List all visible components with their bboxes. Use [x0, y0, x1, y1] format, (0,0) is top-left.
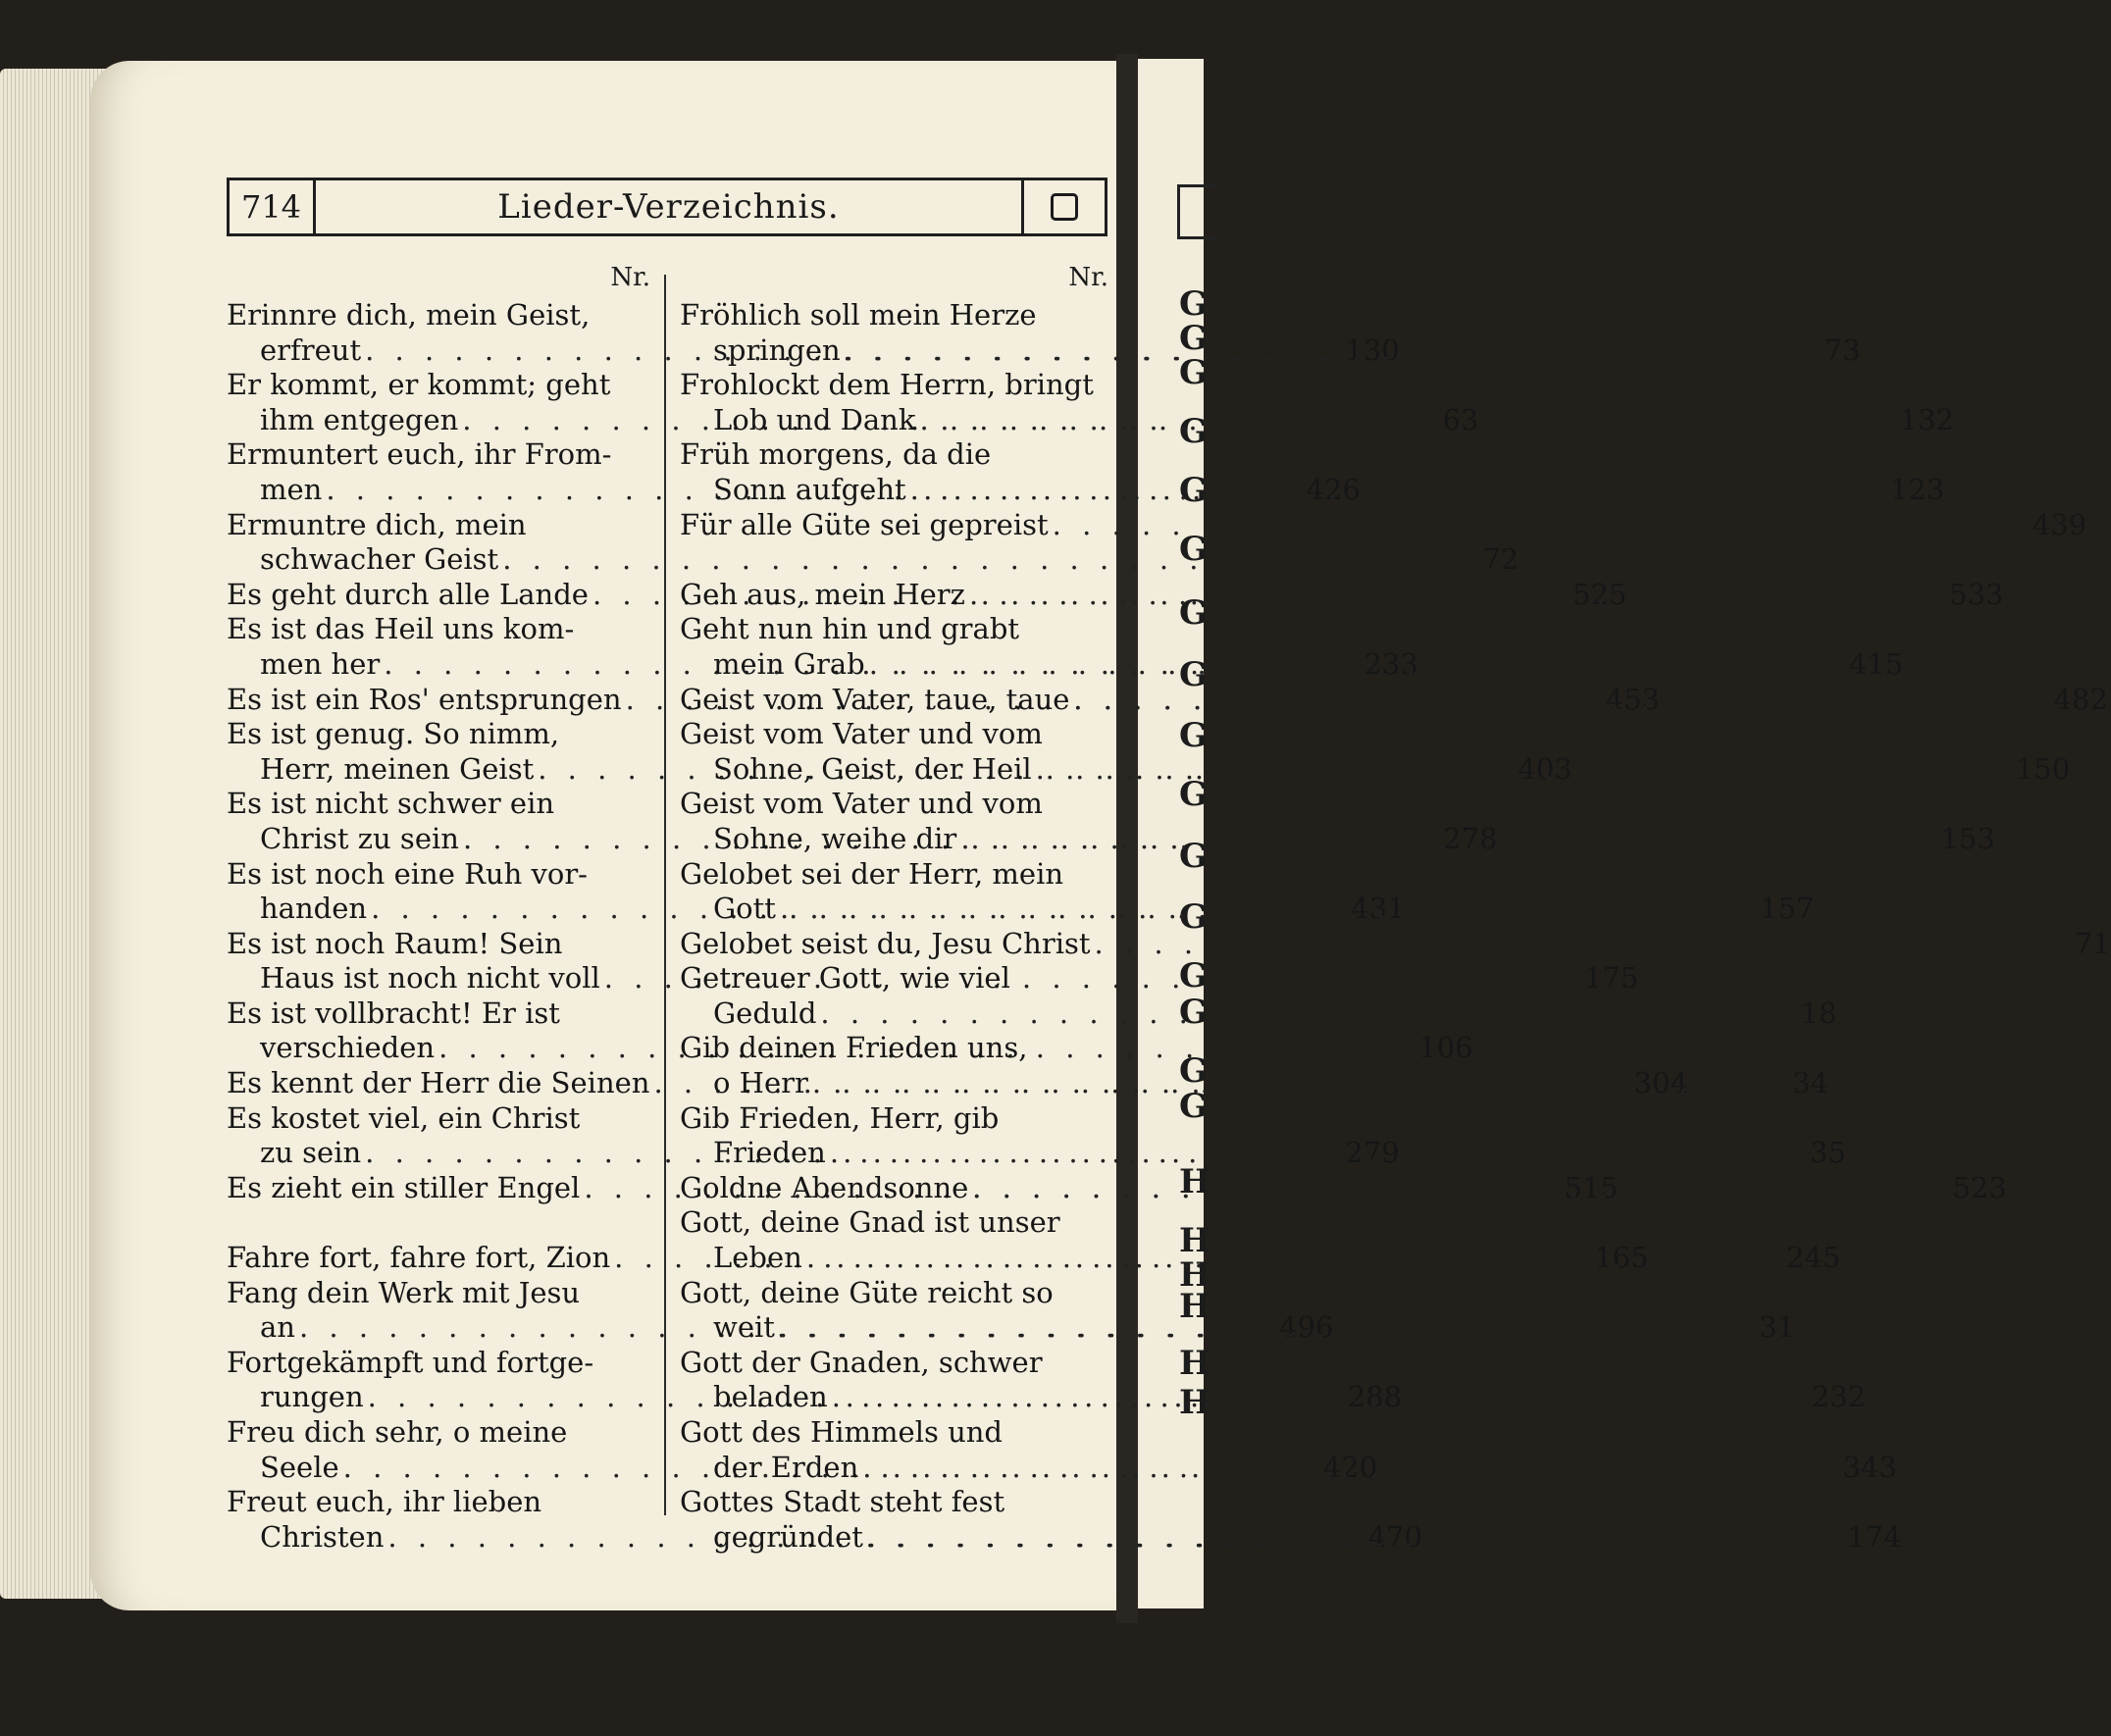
hymn-title-continuation: Seele	[260, 1450, 339, 1484]
hymn-number: 496	[1279, 1310, 1334, 1345]
dot-leader	[863, 1520, 1841, 1556]
hymn-title: Gib deinen Frieden uns,	[680, 1031, 1028, 1065]
hymn-number: 525	[1572, 577, 1627, 611]
next-page-letter: G	[1179, 593, 1209, 633]
hymn-title-continuation: Lob und Dank	[713, 402, 916, 436]
hymn-number: 523	[1952, 1170, 2007, 1204]
next-page-letter: G	[1179, 993, 1209, 1032]
letter-group-gap	[227, 1205, 650, 1241]
hymn-title-continuation: Geduld	[713, 996, 817, 1030]
hymn-title-line	[227, 857, 650, 893]
hymn-title: Gott, deine Gnad ist unser	[680, 1205, 1060, 1240]
hymn-title-line	[680, 298, 1108, 333]
hymn-number: 72	[1482, 542, 1519, 577]
next-page-letter: H	[1179, 1383, 1211, 1422]
hymn-title: Es geht durch alle Lande	[227, 577, 589, 611]
dot-leader	[828, 1380, 1806, 1415]
hymn-title: Geh aus, mein Herz	[680, 577, 965, 611]
hymn-title-continuation: Frieden	[713, 1136, 826, 1170]
square-icon	[1051, 193, 1078, 221]
next-page-letter: G	[1179, 319, 1209, 358]
next-page-letter: H	[1179, 1287, 1211, 1326]
hymn-title: Fröhlich soll mein Herze	[680, 298, 1037, 332]
hymn-title: Erinnre dich, mein Geist,	[227, 298, 591, 332]
hymn-title-continuation: mein Grab	[713, 646, 865, 681]
hymn-title-line	[680, 368, 1108, 403]
hymn-number: 426	[1306, 472, 1361, 506]
hymn-title: Fortgekämpft und fortge-	[227, 1345, 594, 1379]
hymn-title-continuation-line	[680, 996, 1837, 1032]
hymn-number: 232	[1811, 1380, 1867, 1414]
hymn-title-line	[227, 1415, 650, 1451]
hymn-number: 63	[1442, 402, 1479, 436]
next-page-letter: G	[1179, 1087, 1209, 1126]
hymn-title-continuation: verschieden	[260, 1031, 436, 1065]
hymn-title-continuation: der Erden	[713, 1450, 859, 1484]
hymn-title-line	[227, 1101, 650, 1137]
dot-leader	[1032, 752, 2010, 788]
hymn-number: 245	[1786, 1241, 1841, 1275]
hymn-title-line	[227, 1485, 650, 1520]
dot-leader	[802, 1241, 1780, 1276]
dot-leader	[965, 578, 1943, 613]
hymn-number: 18	[1800, 996, 1837, 1030]
hymn-title: Es ist ein Ros' entsprungen	[227, 682, 622, 716]
next-page-letter: G	[1179, 284, 1209, 324]
dot-leader	[915, 403, 1893, 438]
dot-leader	[865, 647, 1843, 683]
number-column-heading: Nr.	[610, 263, 650, 292]
hymn-number: 153	[1940, 821, 1995, 855]
column-divider	[664, 275, 666, 1515]
hymn-title: Es kostet viel, ein Christ	[227, 1100, 581, 1135]
hymn-title: Es ist noch eine Ruh vor-	[227, 856, 588, 891]
hymn-title-continuation-line	[227, 542, 1519, 578]
hymn-title: Goldne Abendsonne	[680, 1170, 969, 1204]
hymn-title: Für alle Güte sei gepreist	[680, 507, 1049, 541]
hymn-title: Freut euch, ihr lieben	[227, 1485, 542, 1519]
hymn-title-line	[680, 1031, 1108, 1066]
next-page-letter: G	[1179, 530, 1209, 569]
hymn-title-continuation: zu sein	[260, 1136, 362, 1170]
hymn-title: Gottes Stadt steht fest	[680, 1485, 1005, 1519]
hymn-title: Geht nun hin und grabt	[680, 612, 1020, 646]
hymn-title-line	[227, 612, 650, 647]
hymn-number: 470	[1367, 1519, 1422, 1554]
hymn-number: 415	[1848, 646, 1904, 681]
dot-leader	[775, 1310, 1753, 1346]
hymn-title-continuation: ihm entgegen	[260, 402, 459, 436]
hymn-title-line	[227, 787, 650, 822]
hymn-number: 403	[1518, 751, 1572, 786]
hymn-title: Es ist das Heil uns kom-	[227, 612, 575, 646]
hymn-title: Gott, deine Güte reicht so	[680, 1275, 1054, 1309]
hymn-number: 420	[1322, 1450, 1378, 1484]
hymn-title-line	[680, 1276, 1108, 1311]
hymn-title-continuation: o Herr	[713, 1066, 808, 1100]
hymn-title-continuation: Christ zu sein	[260, 821, 459, 855]
dot-leader	[826, 1136, 1804, 1171]
hymn-number: 453	[1605, 682, 1661, 716]
hymn-title-line	[680, 1415, 1108, 1451]
hymn-title-continuation: rungen	[260, 1380, 364, 1414]
hymn-title: Fahre fort, fahre fort, Zion	[227, 1241, 611, 1275]
next-page-letter: H	[1179, 1221, 1211, 1260]
next-page-letter: H	[1179, 1162, 1211, 1201]
hymn-title: Es zieht ein stiller Engel	[227, 1170, 581, 1204]
hymn-title-continuation: Gott	[713, 892, 776, 926]
hymn-title: Freu dich sehr, o meine	[227, 1415, 568, 1449]
hymn-number: 35	[1810, 1136, 1846, 1170]
dot-leader	[1091, 927, 2069, 962]
hymn-title-continuation: Christen	[260, 1519, 385, 1554]
hymn-title-line	[227, 996, 650, 1032]
hymn-title-line	[227, 1276, 650, 1311]
hymn-title-line	[680, 1205, 1108, 1241]
hymn-number: 343	[1842, 1450, 1897, 1484]
hymn-number: 175	[1583, 961, 1639, 996]
next-page-letter: G	[1179, 775, 1209, 814]
next-page-letter: G	[1179, 716, 1209, 755]
next-page-letter: G	[1179, 1051, 1209, 1091]
hymn-title: Gib Frieden, Herr, gib	[680, 1100, 1000, 1135]
next-page-letter: G	[1179, 353, 1209, 392]
hymn-title-continuation: handen	[260, 892, 368, 926]
hymn-title: Früh morgens, da die	[680, 437, 992, 472]
letter-group-gap	[680, 542, 1108, 578]
hymn-title: Es kennt der Herr die Seinen	[227, 1066, 650, 1100]
next-page-letter: H	[1179, 1255, 1211, 1295]
hymn-title-line	[680, 1346, 1108, 1381]
page-header	[227, 178, 1107, 236]
hymn-title-line	[227, 927, 650, 962]
dot-leader	[1069, 683, 2047, 718]
hymn-title-continuation: erfreut	[260, 332, 362, 367]
hymn-number: 71	[2074, 926, 2111, 960]
dot-leader	[968, 1171, 1946, 1206]
hymn-title: Geist vom Vater und vom	[680, 787, 1043, 821]
hymn-number: 233	[1364, 646, 1418, 681]
hymn-number: 157	[1760, 892, 1815, 926]
hymn-title: Gott des Himmels und	[680, 1415, 1003, 1449]
next-page-letter: G	[1179, 897, 1209, 937]
hymn-title-line	[680, 717, 1108, 752]
hymn-title: Ermuntert euch, ihr From-	[227, 437, 612, 472]
next-page-letter: G	[1179, 655, 1209, 694]
hymn-title-line	[680, 961, 1108, 996]
hymn-title-line	[680, 437, 1108, 473]
hymn-title-continuation: Leben	[713, 1241, 802, 1275]
hymn-title: Es ist genug. So nimm,	[227, 717, 560, 751]
hymn-number: 174	[1847, 1519, 1902, 1554]
hymn-title-continuation: Haus ist noch nicht voll	[260, 961, 600, 996]
hymn-title: Er kommt, er kommt; geht	[227, 368, 611, 402]
hymn-title-continuation: Sohne, weihe dir	[713, 821, 957, 855]
hymn-title-line	[680, 1101, 1108, 1137]
hymn-entry	[680, 507, 2087, 543]
hymn-number: 278	[1443, 821, 1498, 855]
next-page-header-box	[1177, 184, 1219, 239]
hymn-number: 73	[1824, 332, 1861, 367]
hymn-number: 439	[2032, 507, 2087, 541]
hymn-title-continuation: schwacher Geist	[260, 542, 499, 577]
next-page-letter: G	[1179, 837, 1209, 876]
hymn-title-line	[680, 926, 2111, 962]
next-page-letter: H	[1179, 1344, 1211, 1383]
hymn-title-line	[680, 787, 1108, 822]
hymn-title-line	[680, 612, 1108, 647]
hymn-title-continuation: springen	[713, 332, 841, 367]
hymn-number: 515	[1564, 1170, 1619, 1204]
hymn-number: 165	[1594, 1241, 1649, 1275]
hymn-title: Geist vom Vater, taue, taue	[680, 682, 1070, 716]
hymn-title-continuation: an	[260, 1310, 295, 1345]
hymn-title: Geist vom Vater und vom	[680, 717, 1043, 751]
hymn-number: 279	[1345, 1136, 1400, 1170]
dot-leader	[906, 473, 1884, 508]
hymn-title-line	[227, 1346, 650, 1381]
number-column-heading: Nr.	[1068, 263, 1108, 292]
hymn-title-continuation: weit	[713, 1310, 775, 1345]
hymn-title: Ermuntre dich, mein	[227, 507, 527, 541]
dot-leader	[1049, 508, 2027, 543]
hymn-title-line	[227, 508, 650, 543]
hymn-title: Es ist nicht schwer ein	[227, 787, 555, 821]
dot-leader	[956, 822, 1934, 857]
hymn-entry	[680, 926, 2111, 962]
hymn-number: 150	[2015, 751, 2071, 786]
hymn-title: Fang dein Werk mit Jesu	[227, 1275, 581, 1309]
hymn-title: Es ist noch Raum! Sein	[227, 926, 563, 960]
dot-leader	[858, 1451, 1836, 1486]
next-page-letter: G	[1179, 412, 1209, 451]
hymn-title-continuation: gegründet	[713, 1519, 863, 1554]
hymn-title-line	[680, 857, 1108, 893]
header-box-cell	[1021, 180, 1105, 233]
page-title: Lieder-Verzeichnis.	[497, 187, 840, 227]
hymn-title-line	[680, 507, 2087, 543]
hymn-number: 130	[1345, 332, 1400, 367]
next-page-letter: G	[1179, 956, 1209, 996]
hymn-title: Gelobet seist du, Jesu Christ	[680, 926, 1091, 960]
hymn-title-line	[680, 1485, 1108, 1520]
next-page-letter: G	[1179, 471, 1209, 510]
hymn-number: 288	[1347, 1380, 1403, 1414]
hymn-number: 431	[1351, 892, 1406, 926]
hymn-title-line	[227, 368, 650, 403]
hymn-number: 106	[1418, 1031, 1473, 1065]
hymn-title-continuation: Sonn aufgeht	[713, 472, 906, 506]
dot-leader	[808, 1066, 1786, 1101]
hymn-number: 482	[2053, 682, 2108, 716]
hymn-title: Gott der Gnaden, schwer	[680, 1345, 1043, 1379]
hymn-title-continuation: Sohne, Geist, der Heil	[713, 751, 1032, 786]
hymn-title: Frohlockt dem Herrn, bringt	[680, 368, 1094, 402]
hymn-number: 31	[1759, 1310, 1796, 1345]
dot-leader	[816, 996, 1794, 1032]
page-number: 714	[230, 180, 316, 233]
hymn-number: 34	[1792, 1066, 1828, 1100]
hymn-title: Getreuer Gott, wie viel	[680, 961, 1010, 996]
hymn-title-continuation: men	[260, 472, 323, 506]
hymn-title: Es ist vollbracht! Er ist	[227, 996, 560, 1030]
hymn-title-line	[227, 437, 650, 473]
hymn-title-line	[227, 717, 650, 752]
hymn-title-line	[227, 298, 650, 333]
hymn-title-continuation: Herr, meinen Geist	[260, 751, 535, 786]
hymn-title-continuation: beladen	[713, 1380, 828, 1414]
hymn-number: 533	[1949, 577, 2004, 611]
hymn-number: 304	[1633, 1066, 1689, 1100]
dot-leader	[776, 892, 1754, 927]
dot-leader	[841, 333, 1819, 369]
hymn-number: 123	[1889, 472, 1945, 506]
hymn-title: Gelobet sei der Herr, mein	[680, 856, 1064, 891]
hymn-title-continuation: men her	[260, 646, 381, 681]
hymn-number: 132	[1899, 402, 1954, 436]
